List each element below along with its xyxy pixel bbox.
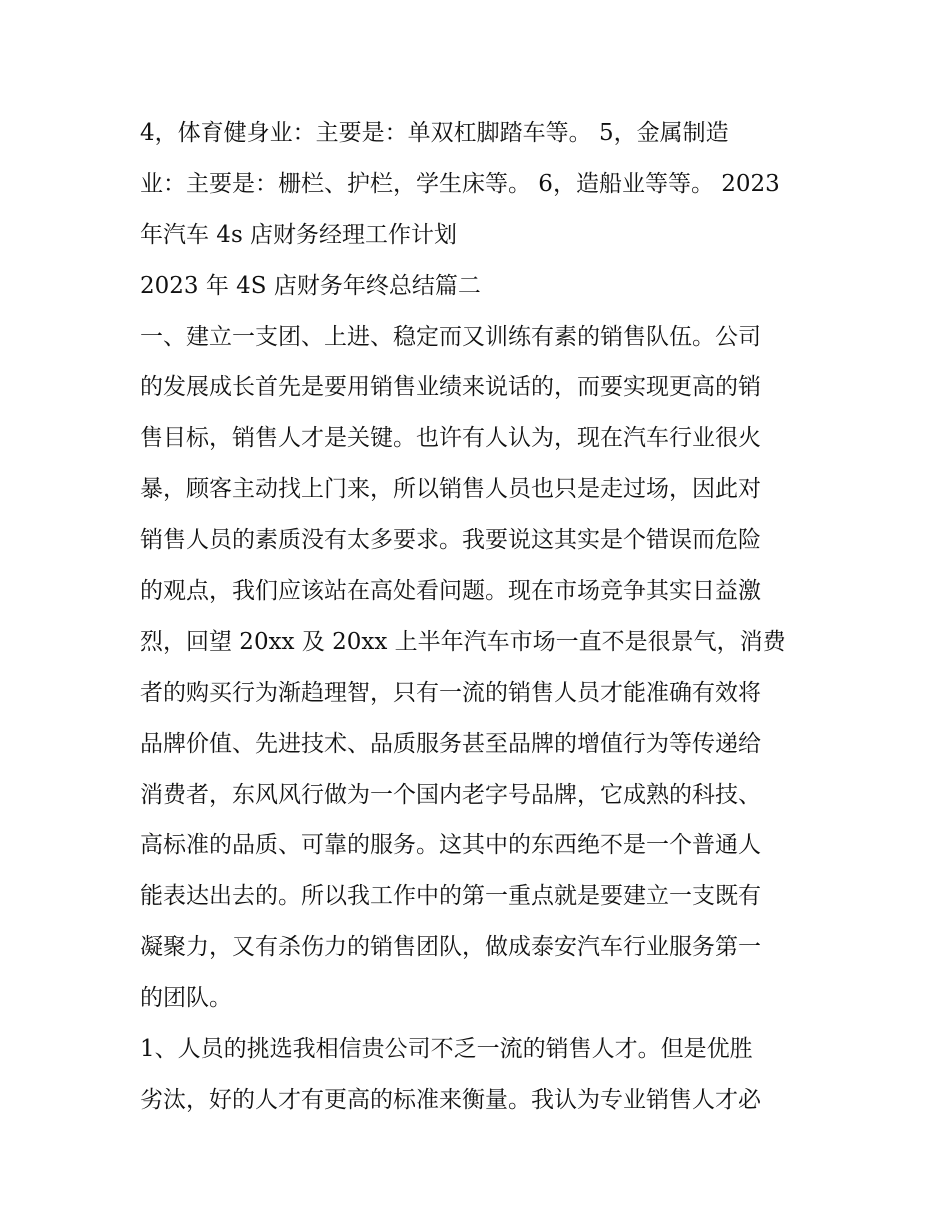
text-line-17: 凝聚力，又有杀伤力的销售团队，做成泰安汽车行业服务第一 (140, 934, 761, 961)
text-line-20: 劣汰，好的人才有更高的标准来衡量。我认为专业销售人才必 (140, 1086, 761, 1113)
text-line-1: 4，体育健身业：主要是：单双杠脚踏车等。 5，金属制造 (140, 120, 729, 146)
text-line-11: 烈，回望 20xx 及 20xx 上半年汽车市场一直不是很景气，消费 (140, 628, 786, 655)
text-line-9: 销售人员的素质没有太多要求。我要说这其实是个错误而危险 (140, 527, 761, 554)
text-line-13: 品牌价值、先进技术、品质服务甚至品牌的增值行为等传递给 (140, 730, 761, 757)
text-line-5: 一、建立一支团、上进、稳定而又训练有素的销售队伍。公司 (140, 323, 761, 350)
text-line-3: 年汽车 4s 店财务经理工作计划 (140, 221, 458, 248)
text-line-7: 售目标，销售人才是关键。也许有人认为，现在汽车行业很火 (140, 425, 761, 452)
text-line-12: 者的购买行为渐趋理智，只有一流的销售人员才能准确有效将 (140, 679, 761, 706)
text-line-14: 消费者，东风风行做为一个国内老字号品牌，它成熟的科技、 (140, 781, 761, 808)
text-line-8: 暴，顾客主动找上门来，所以销售人员也只是走过场，因此对 (140, 476, 761, 503)
text-line-15: 高标准的品质、可靠的服务。这其中的东西绝不是一个普通人 (140, 832, 761, 859)
text-line-6: 的发展成长首先是要用销售业绩来说话的，而要实现更高的销 (140, 374, 761, 401)
text-line-10: 的观点，我们应该站在高处看问题。现在市场竞争其实日益激 (140, 578, 761, 605)
text-line-19: 1、人员的挑选我相信贵公司不乏一流的销售人才。但是优胜 (140, 1036, 753, 1063)
document-body (140, 108, 820, 1126)
section-heading: 2023 年 4S 店财务年终总结篇二 (140, 272, 481, 299)
text-line-2: 业：主要是：栅栏、护栏，学生床等。 6，造船业等等。 2023 (140, 170, 780, 197)
text-line-18: 的团队。 (140, 985, 232, 1012)
text-line-16: 能表达出去的。所以我工作中的第一重点就是要建立一支既有 (140, 883, 761, 910)
